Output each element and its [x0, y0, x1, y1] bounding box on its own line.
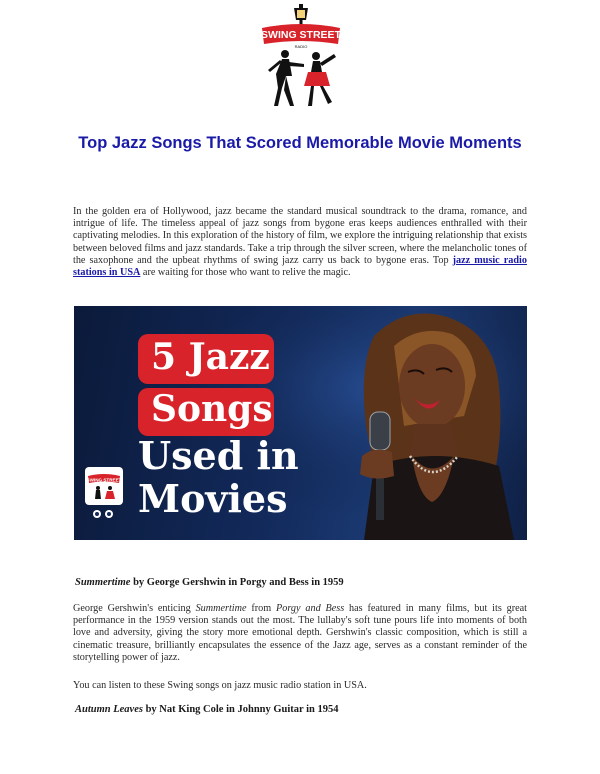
- summertime-text-c: from: [246, 603, 277, 614]
- summertime-text-b: Summertime: [195, 603, 247, 614]
- banner-line-4: Movies: [138, 476, 288, 521]
- badge-text: SWING STREET: [86, 477, 122, 483]
- intro-text-before: In the golden era of Hollywood, jazz became the standard musical soundtrack to the drama, romance, and intrigue of life. The timeless appeal of jazz songs from bygone eras keeps audiences enthralled with their captivating melodies. In this exploration of the history of film, we explore the intriguing relationship that exists between beloved films and jazz standards. Take a trip through the silver screen, where the melancholic tones of the saxophone and the upbeat rhythms of swing jazz carry us back to bygone eras. Top: [73, 206, 527, 266]
- summertime-text-d: Porgy and Bess: [276, 603, 345, 614]
- banner-line-2: Songs: [151, 388, 273, 430]
- song-title-summertime: Summertime: [75, 577, 131, 588]
- song-heading-autumn-leaves: [75, 704, 339, 715]
- song-heading-rest: by George Gershwin in Porgy and Bess in 1959: [130, 577, 344, 588]
- page-title: Top Jazz Songs That Scored Memorable Movie Moments: [78, 134, 522, 152]
- summertime-text-e: has featured in many films, but its great performance in the 1959 version stands out the most. The lullaby's soft tune pours life into moments of both love and adversity, giving the story more emotional depth. Gershwin's classic composition, which is still a cinematic treasure, brilliantly encapsulates the essence of the Jazz age, serves as a constant reminder of the storytelling power of jazz.: [73, 603, 527, 663]
- jazz-songs-banner: [74, 306, 527, 540]
- radio-stations-link[interactable]: jazz music radio stations in USA: [73, 254, 527, 279]
- intro-paragraph: [73, 206, 527, 279]
- summertime-paragraph: [73, 603, 527, 664]
- logo-subtext: RADIO: [294, 44, 308, 49]
- swing-street-logo[interactable]: [256, 2, 346, 110]
- song-title-autumn-leaves: Autumn Leaves: [75, 704, 143, 715]
- intro-text-after: are waiting for those who want to relive the magic.: [140, 267, 351, 279]
- summertime-text-a: George Gershwin's enticing: [73, 603, 196, 614]
- song-heading-summertime: [75, 577, 344, 588]
- banner-line-1: 5 Jazz: [151, 336, 270, 378]
- banner-logo-badge: [84, 466, 124, 522]
- song-heading-rest-2: by Nat King Cole in Johnny Guitar in 1954: [142, 704, 339, 715]
- logo-text: SWING STREET: [261, 29, 341, 41]
- listen-paragraph: You can listen to these Swing songs on jazz music radio station in USA.: [73, 680, 367, 691]
- banner-line-3: Used in: [138, 433, 299, 478]
